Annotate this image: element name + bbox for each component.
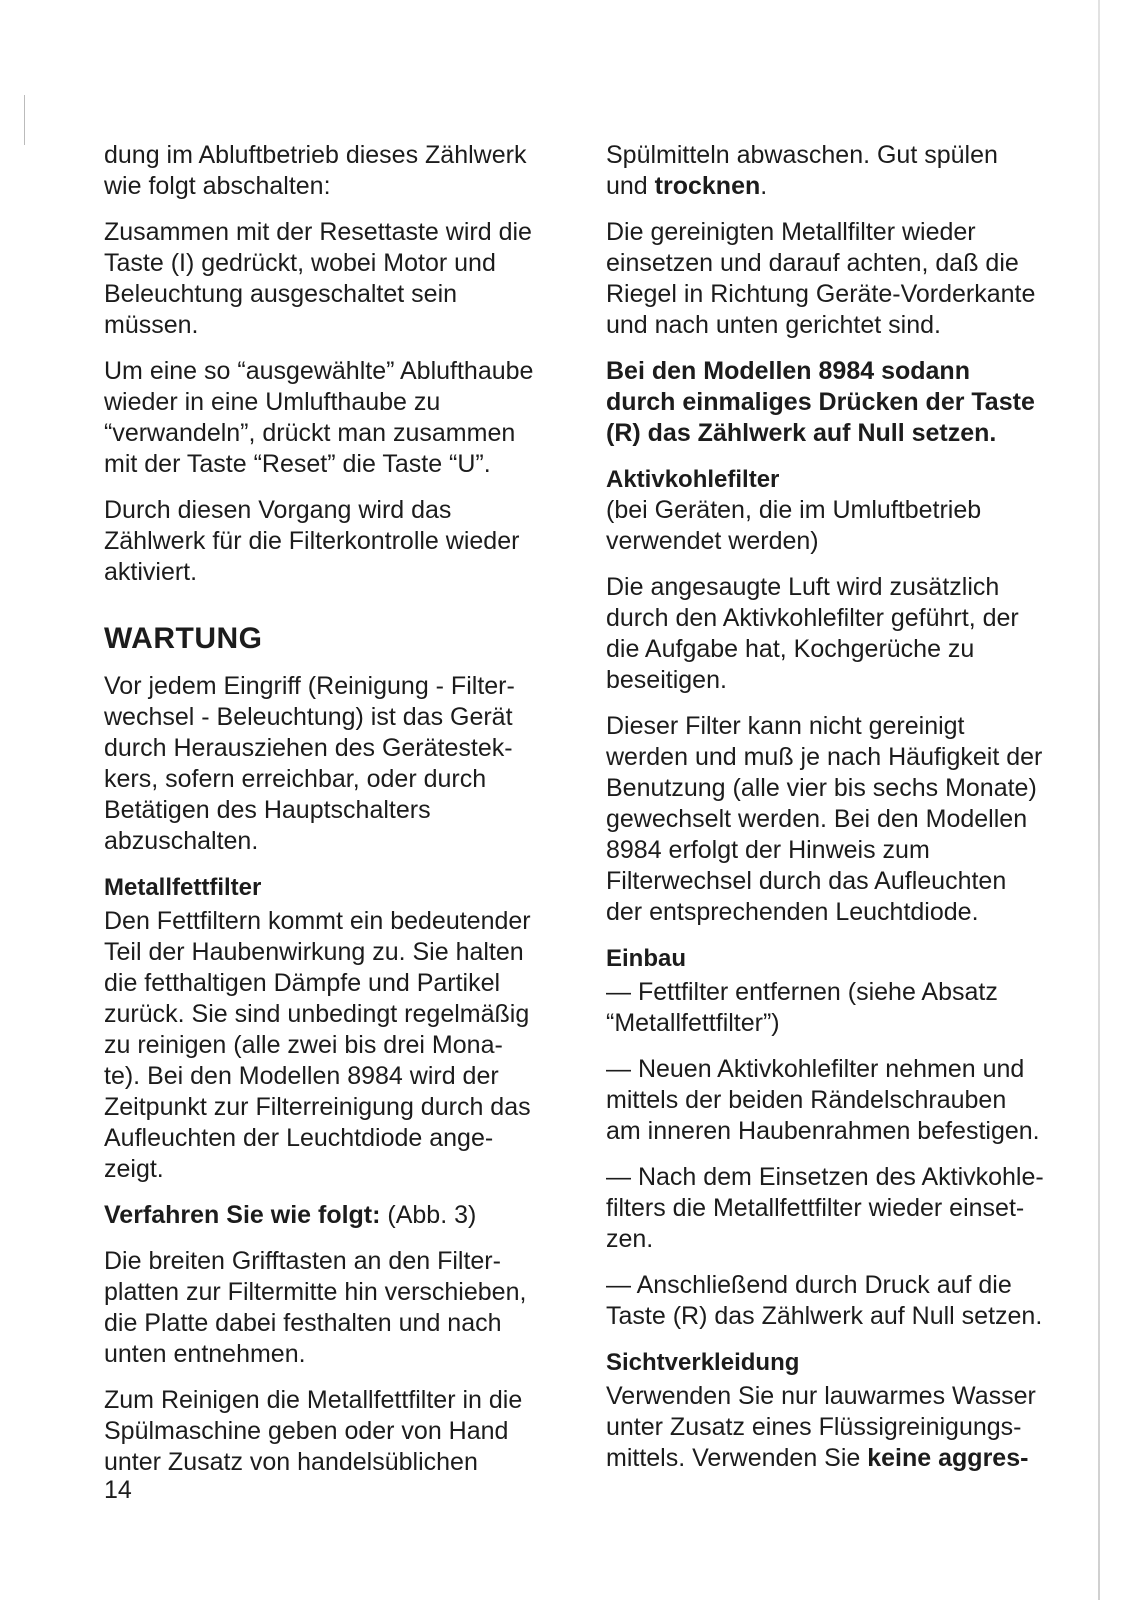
- emphasis-text: keine aggres-: [867, 1444, 1029, 1472]
- text-run: Verwenden Sie nur lauwarmes Wasser unter Zusatz eines Flüssigreinigungs- mittels. Verwenden Sie: [606, 1382, 1036, 1472]
- subheading-sichtverkleidung: Sichtverkleidung: [606, 1349, 800, 1376]
- list-item: — Nach dem Einsetzen des Aktivkohle- filters die Metallfettfilter wieder einset- zen.: [606, 1163, 1044, 1253]
- bold-paragraph: Bei den Modellen 8984 sodann durch einmaliges Drücken der Taste (R) das Zählwerk auf Null setzen.: [606, 357, 1035, 447]
- right-column: [606, 140, 1076, 1489]
- list-item: — Anschließend durch Druck auf die Taste (R) das Zählwerk auf Null setzen.: [606, 1271, 1043, 1330]
- paragraph: dung im Abluftbetrieb dieses Zählwerk wie folgt abschalten:: [104, 141, 527, 200]
- page-number: 14: [104, 1476, 132, 1504]
- procedure-line: [104, 1200, 564, 1231]
- paragraph: Zusammen mit der Resettaste wird die Taste (I) gedrückt, wobei Motor und Beleuchtung ausgeschaltet sein müssen.: [104, 218, 532, 339]
- subheading-metallfettfilter: Metallfettfilter: [104, 874, 262, 901]
- figure-reference: (Abb. 3): [380, 1201, 477, 1229]
- list-item: — Neuen Aktivkohlefilter nehmen und mittels der beiden Rändelschrauben am inneren Haubenrahmen befestigen.: [606, 1055, 1040, 1145]
- left-column: [104, 140, 564, 1493]
- procedure-label: Verfahren Sie wie folgt:: [104, 1201, 381, 1229]
- scan-edge-shadow: [1098, 0, 1100, 1600]
- paragraph: Die gereinigten Metallfilter wieder einsetzen und darauf achten, daß die Riegel in Richtung Geräte-Vorderkante und nach unten gerichtet sind.: [606, 218, 1036, 339]
- paragraph: Den Fettfiltern kommt ein bedeutender Teil der Haubenwirkung zu. Sie halten die fetthaltigen Dämpfe und Partikel zurück. Sie sind unbedingt regelmäßig zu reinigen (alle zwei bis drei Mona- te). Bei den Modellen 8984 wird der Zeitpunkt zur Filterreinigung durch das Aufleuchten der Leuchtdiode ange- zeigt.: [104, 907, 531, 1183]
- emphasis-text: trocknen: [654, 172, 761, 200]
- paragraph: Vor jedem Eingriff (Reinigung - Filter- wechsel - Beleuchtung) ist das Gerät durch Herausziehen des Gerätestek- kers, sofern erreichbar, oder durch Betätigen des Hauptschalters abzuschalten.: [104, 672, 515, 855]
- paragraph: Die angesaugte Luft wird zusätzlich durch den Aktivkohlefilter geführt, der die Aufgabe hat, Kochgerüche zu beseitigen.: [606, 573, 1019, 694]
- paragraph: Durch diesen Vorgang wird das Zählwerk für die Filterkontrolle wieder aktiviert.: [104, 496, 520, 586]
- paragraph: (bei Geräten, die im Umluftbetrieb verwendet werden): [606, 496, 982, 555]
- paragraph: [606, 140, 1076, 202]
- subheading-einbau: Einbau: [606, 945, 687, 972]
- paragraph: Dieser Filter kann nicht gereinigt werden und muß je nach Häufigkeit der Benutzung (alle vier bis sechs Monate) gewechselt werden. Bei den Modellen 8984 erfolgt der Hinweis zum Filterwechsel durch das Aufleuchten der entsprechenden Leuchtdiode.: [606, 712, 1043, 926]
- paragraph: Um eine so “ausgewählte” Ablufthaube wieder in eine Umlufthaube zu “verwandeln”, drückt man zusammen mit der Taste “Reset” die Taste “U”.: [104, 357, 534, 478]
- paragraph: [606, 1381, 1076, 1474]
- scan-edge-mark: [24, 95, 25, 145]
- subheading-aktivkohlefilter: Aktivkohlefilter: [606, 466, 780, 493]
- text-run: Spülmitteln abwaschen. Gut spülen und: [606, 141, 998, 200]
- list-item: — Fettfilter entfernen (siehe Absatz “Metallfettfilter”): [606, 978, 998, 1037]
- text-run: .: [760, 172, 768, 200]
- section-heading-wartung: WARTUNG: [104, 622, 263, 655]
- paragraph: Die breiten Grifftasten an den Filter- platten zur Filtermitte hin verschieben, die Platte dabei festhalten und nach unten entnehmen.: [104, 1247, 527, 1368]
- paragraph: Zum Reinigen die Metallfettfilter in die Spülmaschine geben oder von Hand unter Zusatz von handelsüblichen: [104, 1386, 523, 1476]
